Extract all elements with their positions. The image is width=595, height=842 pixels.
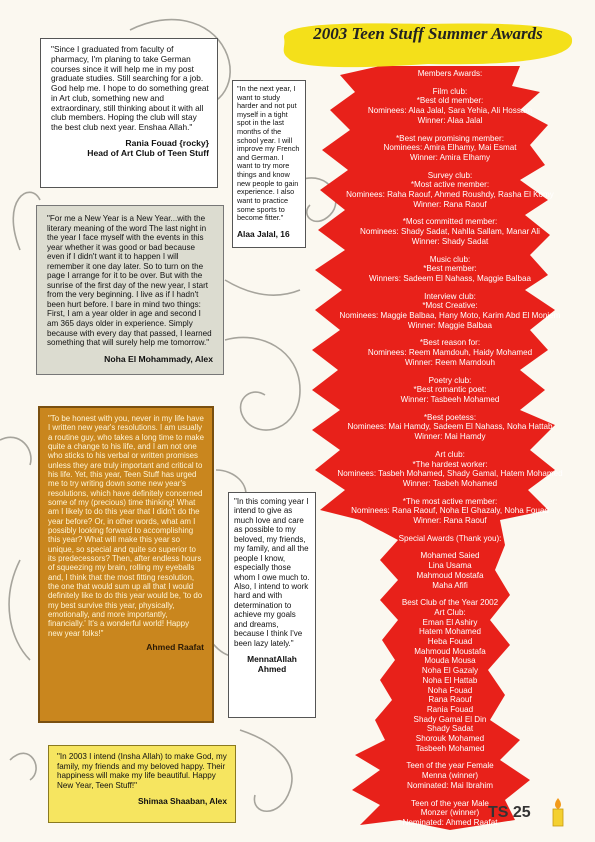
award-line: Nominees: Maggie Balbaa, Hany Moto, Karim Abd El Moniem xyxy=(339,311,561,321)
quote-box-mennat xyxy=(228,492,316,718)
award-line: *Best reason for: xyxy=(419,338,481,348)
award-line: *Best poetess: xyxy=(423,412,477,422)
award-line: Rania Fouad xyxy=(426,704,474,714)
award-line: Winner: Tasbeh Mohamed xyxy=(402,478,498,488)
award-line: Nominees: Shady Sadat, Nahlla Sallam, Manar Ali xyxy=(360,227,540,237)
award-line: *Best new promising member: xyxy=(396,133,504,143)
quote-signature xyxy=(51,138,209,158)
signature-name: Rania Fouad {rocky} xyxy=(125,138,209,149)
quote-box-rania xyxy=(40,38,218,188)
award-line: Noha El Hattab xyxy=(422,675,478,685)
award-spacer xyxy=(330,368,570,376)
quote-text: "Since I graduated from faculty of pharmacy, I'm planing to take German courses since it will help me in my post graduate studies. Still searching for a job. God help me. I hope to do something great in Art club, something new and extraordinary, still thinking about it with all club members. Hoping the club will stay the best club next year. Enshaa Allah." xyxy=(51,44,209,133)
award-line: *Most committed member: xyxy=(402,217,498,227)
award-spacer xyxy=(330,526,570,534)
awards-list xyxy=(330,69,570,828)
award-spacer xyxy=(330,79,570,87)
quote-box-shimaa xyxy=(48,745,236,823)
quote-text: "In the next year, I want to study harder and not put myself in a tight spot in the last months of the school year. I will improve my French and German. I want to try more things and know new people to gain experience. I also want to practice some sports to become fitter." xyxy=(237,84,300,223)
award-spacer xyxy=(330,330,570,338)
award-line: Nominees: Raha Raouf, Ahmed Roushdy, Rasha El Komy xyxy=(346,190,554,200)
award-spacer xyxy=(330,489,570,497)
award-line: Nominated: Ahmed Raafat xyxy=(402,818,498,827)
award-spacer xyxy=(330,247,570,255)
award-line: Rana Raouf xyxy=(428,695,472,705)
candle-icon xyxy=(547,797,569,827)
award-line: Mahmoud Moustafa xyxy=(414,646,486,656)
award-line: Winner: Mai Hamdy xyxy=(414,432,486,442)
award-line: Winner: Alaa Jalal xyxy=(417,115,483,125)
award-line: Menna (winner) xyxy=(421,771,479,781)
award-line: Survey club: xyxy=(427,170,473,180)
award-line: Winner: Shady Sadat xyxy=(411,236,489,246)
award-spacer xyxy=(330,753,570,761)
award-line: Winner: Tasbeeh Mohamed xyxy=(400,394,500,404)
page-number: TS 25 xyxy=(488,804,531,821)
award-line: Poetry club: xyxy=(428,375,472,385)
award-line: Nominated: Mai Ibrahim xyxy=(407,780,493,790)
award-line: *The hardest worker: xyxy=(412,459,488,469)
award-line: *Most active member: xyxy=(410,180,490,190)
award-line: Winner: Maggie Balbaa xyxy=(407,320,493,330)
award-line: Teen of the year Female xyxy=(406,761,494,771)
award-line: Nominees: Amira Elhamy, Mai Esmat xyxy=(383,143,517,153)
award-line: *Most Creative: xyxy=(422,301,478,311)
award-spacer xyxy=(330,543,570,551)
award-line: Winner: Rana Raouf xyxy=(413,516,487,526)
award-line: Shorouk Mohamed xyxy=(415,734,485,744)
award-line: *The most active member: xyxy=(402,496,498,506)
signature-role: Head of Art Club of Teen Stuff xyxy=(87,148,209,159)
award-line: Shady Gamal El Din xyxy=(413,714,487,724)
signature-line1: MennatAllah xyxy=(247,654,297,664)
award-line: Winners: Sadeem El Nahass, Maggie Balbaa xyxy=(369,273,531,283)
award-spacer xyxy=(330,126,570,134)
award-line: Nominees: Alaa Jalal, Sara Yehia, Ali Hossam xyxy=(367,106,533,116)
award-line: Eman El Ashiry xyxy=(422,617,478,627)
award-line: Film club: xyxy=(432,86,468,96)
award-line: Winner: Amira Elhamy xyxy=(409,152,491,162)
award-spacer xyxy=(330,405,570,413)
award-line: Interview club: xyxy=(424,291,476,301)
quote-box-ahmed xyxy=(38,406,214,723)
award-line: Mouda Mousa xyxy=(424,656,476,666)
quote-signature xyxy=(234,654,310,674)
quote-text: "To be honest with you, never in my life have I written new year's resolutions. I am usually a routine guy, who takes a long time to make quite a change to his life, and I am not one who sticks to his verbal or written promises unless they are truly important and critical to his life. Yet, this year, Teen Stuff has urged me to try writing down some new year's resolutions, which have definitely concerned some of my (precious) time thinking! What am I likely to do this year that I didn't do the year before? Or, in other words, what am I possibly looking forward to accomplishing this year? What will make this year so unique, so special and quite so superior to its predecessors? Then, after endless hours of squeezing my brain, rolling my eyeballs and, I think that the most fitting resolution, the one that would sum up all that I would definitely like to do this year would be, 'to do my best survive this year, physically, emotionally, and more importantly, financially.' It's a wonderful world! Happy new year folks!" xyxy=(48,414,204,638)
award-spacer xyxy=(330,284,570,292)
award-spacer xyxy=(330,791,570,799)
award-line: Monzer (winner) xyxy=(420,808,480,818)
quote-signature: Alaa Jalal, 16 xyxy=(237,228,290,239)
signature-line2: Ahmed xyxy=(257,664,287,674)
award-spacer xyxy=(330,163,570,171)
award-line: Winner: Reem Mamdouh xyxy=(405,357,495,367)
quote-box-noha xyxy=(36,205,224,375)
quote-text: "In 2003 I intend (Insha Allah) to make God, my family, my friends and my beloved happy. Their happiness will make my life beautiful. Happy New Year, Teen Stuff!" xyxy=(57,752,227,790)
award-line: Special Awards (Thank you): xyxy=(398,533,502,543)
award-line: Mohamed Saied xyxy=(420,551,480,561)
quote-text: "In this coming year I intend to give as much love and care as possible to my beloved, my friends, my family, and all the people I know, especially those whom I owe much to. Also, I intend to work hard and with determination to achieve my goals and dreams, because I think I've been lazy lately." xyxy=(234,497,310,648)
award-line: Noha Fouad xyxy=(427,685,473,695)
award-line: Tasbeeh Mohamed xyxy=(415,743,485,753)
award-line: Members Awards: xyxy=(417,69,483,78)
award-spacer xyxy=(330,442,570,450)
award-line: Maha Afifi xyxy=(432,580,468,590)
award-line: Nominees: Reem Mamdouh, Haidy Mohamed xyxy=(367,348,533,358)
award-line: Noha El Gazaly xyxy=(421,666,479,676)
award-line: Art club: xyxy=(435,449,465,459)
award-line: Nominees: Tasbeh Mohamed, Shady Gamal, Hatem Mohamed xyxy=(337,469,563,479)
quote-signature: Shimaa Shaaban, Alex xyxy=(137,796,227,807)
award-line: *Best member: xyxy=(423,264,477,274)
quote-signature: Noha El Mohammady, Alex xyxy=(104,353,213,364)
award-line: *Best old member: xyxy=(416,96,484,106)
award-spacer xyxy=(330,209,570,217)
award-line: Shady Sadat xyxy=(426,724,474,734)
award-line: Art Club: xyxy=(434,607,466,617)
award-line: Nominees: Mai Hamdy, Sadeem El Nahass, Noha Hattab xyxy=(347,422,553,432)
award-line: Hatem Mohamed xyxy=(418,627,482,637)
award-line: Winner: Rana Raouf xyxy=(413,199,487,209)
quote-signature: Ahmed Raafat xyxy=(146,641,204,652)
quote-text: "For me a New Year is a New Year...with the literary meaning of the word The last night in the year I face myself with the events in this year whether it was good or bad because even if I didn't want it to happen I will remember it one day later. So to turn on the page I arrange for it to be over. But with the sunrise of the first day of the new year, I start from the very beginning. I live as if I hadn't been hurt before. I bare in mind two things: First, I am a year older in age and second I am 365 days older in experience. Simply because with every day that passed, I learned something that will surely help me tomorrow." xyxy=(47,214,212,348)
award-line: Mahmoud Mostafa xyxy=(416,570,484,580)
award-line: Music club: xyxy=(429,254,471,264)
award-line: Nominees: Rana Raouf, Noha El Ghazaly, Noha Fouad xyxy=(351,506,549,516)
award-line: Heba Fouad xyxy=(427,637,473,647)
award-line: Teen of the year Male xyxy=(411,798,489,808)
quote-box-alaa xyxy=(232,80,306,248)
award-line: Lina Usama xyxy=(428,561,472,571)
page-title: 2003 Teen Stuff Summer Awards xyxy=(313,24,543,43)
award-spacer xyxy=(330,590,570,598)
award-line: *Best romantic poet: xyxy=(413,385,487,395)
award-line: Best Club of the Year 2002 xyxy=(401,598,499,608)
